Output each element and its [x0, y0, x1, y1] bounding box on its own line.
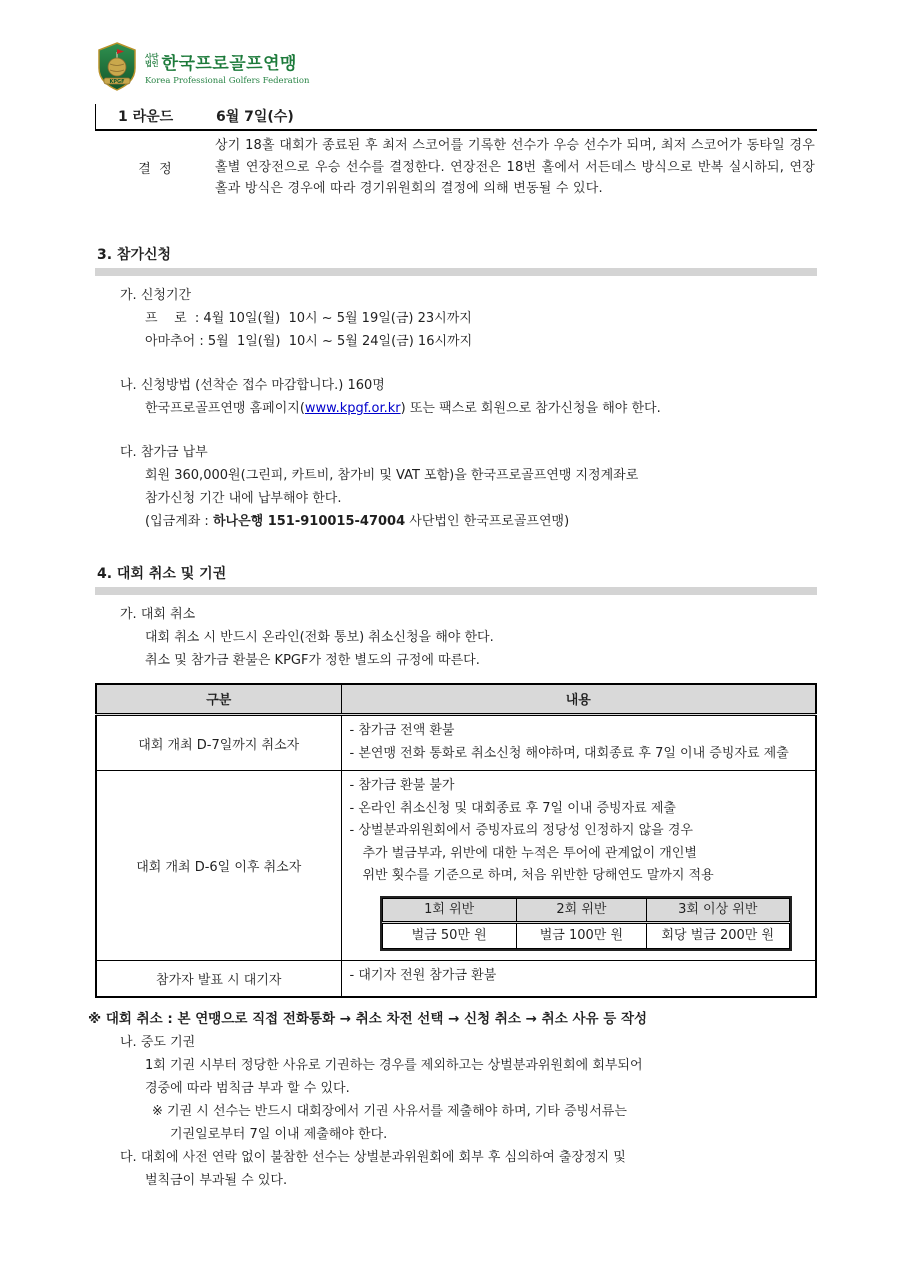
s3-pro-period: 프 로 : 4월 10일(월) 10시 ~ 5월 19일(금) 23시까지 — [145, 310, 472, 326]
row1-detail — [341, 715, 816, 771]
decision-text: 상기 18홀 대회가 종료된 후 최저 스코어를 기록한 선수가 우승 선수가 되며, 최저 스코어가 동타일 경우 홀별 연장전으로 우승 선수를 결정한다. 연장전은 18번 홀에서 서든데스 방식으로 반복 실시하되, 연장홀과 방식은 경우에 따라 경기위원회의 결정에 의해 변동될 수 있다. — [215, 138, 815, 196]
round-date: 6월 7일(수) — [216, 109, 294, 125]
penalty-col2-header: 2회 위반 — [516, 898, 646, 923]
round-row — [95, 104, 817, 131]
kpgf-shield-icon — [97, 42, 137, 92]
penalty-value3: 회당 벌금 200만 원 — [647, 923, 789, 949]
decision-row — [95, 131, 817, 206]
account-post: 사단법인 한국프로골프연맹) — [405, 513, 570, 529]
table-row — [96, 961, 816, 997]
row3-category: 참가자 발표 시 대기자 — [96, 961, 341, 997]
row1-line1: - 참가금 전액 환불 — [349, 723, 455, 738]
org-logo — [97, 40, 817, 94]
s4-b-note2: 기권일로부터 7일 이내 제출해야 한다. — [170, 1126, 388, 1142]
penalty-header-row — [382, 898, 789, 923]
section3-divider — [95, 268, 817, 276]
org-name: 한국프로골프연맹 — [161, 53, 297, 74]
s4-a-line2: 취소 및 참가금 환불은 KPGF가 정한 별도의 규정에 따른다. — [145, 652, 480, 668]
row2-detail — [341, 771, 816, 961]
shield-text: KPGF — [109, 79, 125, 85]
apply-text-post: ) 또는 팩스로 회원으로 참가신청을 해야 한다. — [400, 400, 661, 416]
s4-a-line1: 대회 취소 시 반드시 온라인(전화 통보) 취소신청을 해야 한다. — [145, 629, 494, 645]
row2-line5: 위반 횟수를 기준으로 하며, 처음 위반한 당해연도 말까지 적용 — [362, 868, 714, 883]
org-name-english: Korea Professional Golfers Federation — [145, 75, 310, 86]
row2-line2: - 온라인 취소신청 및 대회종료 후 7일 이내 증빙자료 제출 — [349, 800, 676, 816]
s3-amateur-period: 아마추어 : 5월 1일(월) 10시 ~ 5월 24일(금) 16시까지 — [145, 333, 473, 349]
s4-item-c-line1: 다. 대회에 사전 연락 없이 불참한 선수는 상벌분과위원회에 회부 후 심의하여 출장정지 및 — [120, 1149, 626, 1165]
table-row — [96, 715, 816, 771]
row2-category: 대회 개최 D-6일 이후 취소자 — [96, 771, 341, 961]
cancellation-table — [95, 683, 817, 998]
penalty-value2: 벌금 100만 원 — [516, 923, 646, 949]
penalty-value1: 벌금 50만 원 — [382, 923, 516, 949]
row2-line1: - 참가금 환불 불가 — [349, 778, 455, 793]
section3-title: 3. 참가신청 — [97, 246, 172, 263]
cancel-procedure-note: ※ 대회 취소 : 본 연맹으로 직접 전화통화 → 취소 차전 선택 → 신청 취소 → 취소 사유 등 작성 — [88, 1010, 648, 1027]
col-header-category: 구분 — [96, 684, 341, 715]
s3-fee-line1: 회원 360,000원(그린피, 카트비, 참가비 및 VAT 포함)을 한국프로골프연맹 지정계좌로 — [145, 467, 639, 483]
org-wordmark — [145, 49, 309, 86]
s3-fee-line2: 참가신청 기간 내에 납부해야 한다. — [145, 490, 342, 506]
round-label: 1 라운드 — [118, 109, 174, 125]
table-row — [96, 771, 816, 961]
row2-line4: 추가 벌금부과, 위반에 대한 누적은 투어에 관계없이 개인별 — [362, 845, 697, 861]
s4-b-line1: 1회 기권 시부터 정당한 사유로 기권하는 경우를 제외하고는 상벌분과위원회에 회부되어 — [145, 1057, 643, 1073]
s3-apply-method-line — [95, 397, 817, 420]
s4-item-b-title: 나. 중도 기권 — [120, 1034, 196, 1050]
s4-item-a-title: 가. 대회 취소 — [120, 606, 196, 622]
account-pre: (입금계좌 : — [145, 513, 213, 529]
s3-item-c-title: 다. 참가금 납부 — [120, 444, 208, 460]
penalty-col1-header: 1회 위반 — [382, 898, 516, 923]
penalty-col3-header: 3회 이상 위반 — [647, 898, 789, 923]
row1-category: 대회 개최 D-7일까지 취소자 — [96, 715, 341, 771]
s3-item-a-title: 가. 신청기간 — [120, 287, 192, 303]
apply-text-pre: 한국프로골프연맹 홈페이지( — [145, 400, 305, 416]
row3-detail — [341, 961, 816, 997]
round-schedule-table — [95, 104, 817, 206]
s4-b-note1: ※ 기권 시 선수는 반드시 대회장에서 기권 사유서를 제출해야 하며, 기타 증빙서류는 — [152, 1103, 627, 1119]
table-header-row — [96, 684, 816, 715]
section4-title: 4. 대회 취소 및 기권 — [97, 565, 227, 582]
row2-line3: - 상벌분과위원회에서 증빙자료의 정당성 인정하지 않을 경우 — [349, 823, 693, 838]
row1-line2: - 본연맹 전화 통화로 취소신청 해야하며, 대회종료 후 7일 이내 증빙자료 제출 — [349, 745, 789, 761]
org-type-label: 사단 법인 — [145, 53, 159, 68]
kpgf-website-link[interactable]: www.kpgf.or.kr — [304, 400, 401, 416]
bank-account-number: 하나은행 151-910015-47004 — [212, 513, 406, 529]
decision-label: 결 정 — [138, 161, 172, 177]
s4-item-c-line2: 벌칙금이 부과될 수 있다. — [145, 1172, 288, 1188]
penalty-value-row — [382, 923, 789, 949]
row3-line1: - 대기자 전원 참가금 환불 — [349, 968, 497, 983]
s3-item-b-title: 나. 신청방법 (선착순 접수 마감합니다.) 160명 — [120, 377, 385, 393]
s4-b-line2: 경중에 따라 범칙금 부과 할 수 있다. — [145, 1080, 350, 1096]
s3-account-line — [95, 510, 817, 533]
col-header-detail: 내용 — [341, 684, 816, 715]
section4-divider — [95, 587, 817, 595]
penalty-table — [380, 896, 792, 952]
